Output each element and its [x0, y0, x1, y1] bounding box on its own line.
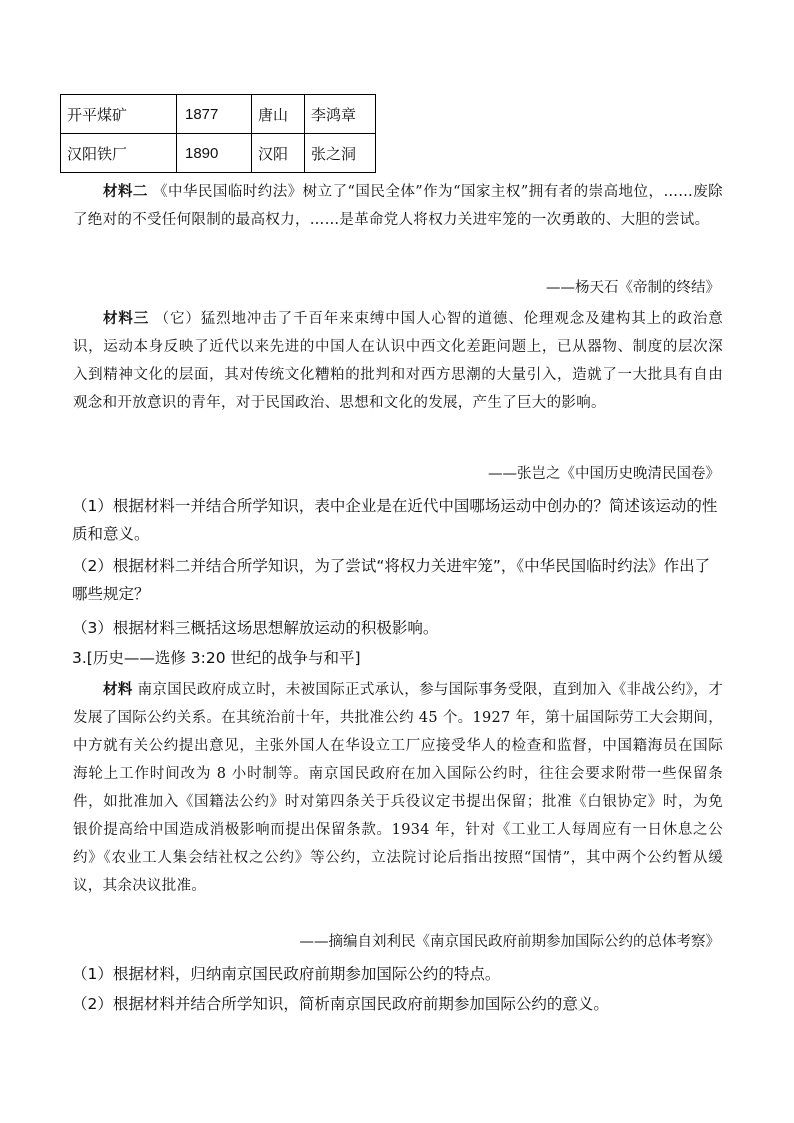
material-3-paragraph [73, 305, 723, 417]
table-cell: 1890 [177, 134, 252, 173]
material-3-label: 材料三 [103, 310, 150, 327]
material-3-source: ——张岂之《中国历史晚清民国卷》 [488, 466, 720, 482]
question-2: （2）根据材料二并结合所学知识，为了尝试“将权力关进牢笼”，《中华民国临时约法》作出了哪些规定？ [72, 557, 711, 603]
table-cell: 汉阳铁厂 [61, 134, 177, 173]
section-3-material-label: 材料 [103, 681, 133, 698]
section-3-heading: 3.[历史——选修 3:20 世纪的战争与和平] [72, 649, 361, 667]
table-cell: 1877 [177, 95, 252, 134]
section-3-question-2: （2）根据材料并结合所学知识，简析南京国民政府前期参加国际公约的意义。 [72, 995, 609, 1013]
material-2-paragraph [73, 178, 723, 234]
material-3-text: （它）猛烈地冲击了千百年来束缚中国人心智的道德、伦理观念及建构其上的政治意识，运动本身反映了近代以来先进的中国人在认识中西文化差距问题上，已从器物、制度的层次深入到精神文化的层面，其对传统文化糟粕的批判和对西方思潮的大量引入，造就了一大批具有自由观念和开放意识的青年，对于民国政治、思想和文化的发展，产生了巨大的影响。 [73, 311, 723, 411]
table-cell: 唐山 [252, 95, 305, 134]
table-cell: 张之洞 [305, 134, 376, 173]
material-2-label: 材料二 [103, 183, 148, 200]
section-3-question-1: （1）根据材料，归纳南京国民政府前期参加国际公约的特点。 [72, 965, 501, 983]
table-cell: 汉阳 [252, 134, 305, 173]
table-cell: 李鸿章 [305, 95, 376, 134]
section-3-source: ——摘编自刘利民《南京国民政府前期参加国际公约的总体考察》 [299, 934, 720, 950]
question-3: （3）根据材料三概括这场思想解放运动的积极影响。 [72, 619, 439, 637]
enterprise-table [60, 94, 376, 173]
section-3-material-paragraph [73, 676, 723, 900]
table-cell: 开平煤矿 [61, 95, 177, 134]
section-3-material-text: 南京国民政府成立时，未被国际正式承认，参与国际事务受限，直到加入《非战公约》，才发展了国际公约关系。在其统治前十年，共批准公约 45 个。1927 年，第十届国际劳工大会期间，中方就有关公约提出意见，主张外国人在华设立工厂应接受华人的检查和监督，中国籍海员在国际海轮上工作时间改为 8 小时制等。南京国民政府在加入国际公约时，往往会要求附带一些保留条件，如批准加入《国籍法公约》时对第四条关于兵役议定书提出保留；批准《白银协定》时，为免银价提高给中国造成消极影响而提出保留条款。1934 年，针对《工业工人每周应有一日休息之公约》《农业工人集会结社权之公约》等公约，立法院讨论后指出按照“国情”，其中两个公约暂从缓议，其余决议批准。 [73, 682, 723, 894]
material-2-source: ——杨天石《帝制的终结》 [546, 280, 720, 296]
question-1: （1）根据材料一并结合所学知识，表中企业是在近代中国哪场运动中创办的？简述该运动的性质和意义。 [72, 497, 718, 543]
table-row [61, 95, 376, 134]
material-2-text: 《中华民国临时约法》树立了“国民全体”作为“国家主权”拥有者的崇高地位，……废除了绝对的不受任何限制的最高权力，……是革命党人将权力关进牢笼的一次勇敢的、大胆的尝试。 [73, 184, 723, 228]
table-row [61, 134, 376, 173]
